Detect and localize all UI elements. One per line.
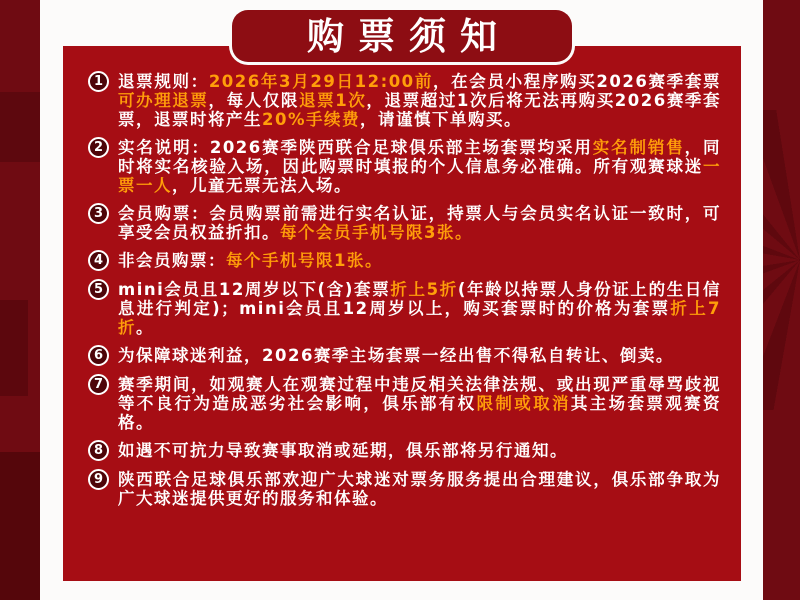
regular-text: 为保障球迷利益，2026赛季主场套票一经出售不得私自转让、倒卖。 [118,346,674,365]
regular-text: ，同时将实名核验入场，因此购票时填报的个人信息务必准确。所有观赛球迷 [118,138,721,176]
regular-text: 实名说明：2026赛季陕西联合足球俱乐部主场套票均采用 [118,138,593,157]
item-number-badge: 7 [88,374,109,395]
highlighted-text: 折上7折 [118,299,721,337]
notice-item [88,470,721,508]
regular-text: 会员购票：会员购票前需进行实名认证，持票人与会员实名认证一致时，可享受会员权益折扣。 [118,204,721,242]
item-text [118,441,568,460]
page-title: 购票须知 [307,14,511,58]
item-number-badge: 8 [88,440,109,461]
item-number-badge: 9 [88,469,109,490]
highlighted-text: 限制或取消 [476,394,571,413]
notice-item [88,251,721,271]
notice-item [88,138,721,195]
item-text [118,470,721,508]
regular-text: 。 [136,318,154,337]
regular-text: ，请谨慎下单购买。 [360,110,522,129]
regular-text: ，在会员小程序购买2026赛季套票 [432,72,721,91]
item-text [118,72,721,129]
notice-item [88,72,721,129]
left-band-dark-patch [0,300,28,396]
highlighted-text: 退票1次 [299,91,367,110]
item-text [118,280,721,337]
regular-text: 如遇不可抗力导致赛事取消或延期，俱乐部将另行通知。 [118,441,568,460]
starburst-decoration [763,110,800,410]
regular-text: 赛季期间，如观赛人在观赛过程中违反相关法律法规、或出现严重辱骂歧视等不良行为造成恶劣社会影响，俱乐部有权 [118,375,721,413]
notice-item [88,280,721,337]
regular-text: ，每人仅限 [208,91,300,110]
item-number-badge: 3 [88,203,109,224]
notice-list [63,46,741,581]
highlighted-text: 实名制销售 [592,138,685,157]
notice-item [88,346,721,366]
regular-text: 退票规则： [118,72,209,91]
item-number-badge: 2 [88,137,109,158]
item-text [118,138,721,195]
highlighted-text: 20%手续费 [262,110,360,129]
regular-text: ，儿童无票无法入场。 [172,176,352,195]
item-text [118,251,383,270]
right-background-band [763,0,800,600]
item-number-badge: 5 [88,279,109,300]
notice-item [88,204,721,242]
left-background-band [0,0,40,600]
highlighted-text: 折上5折 [390,280,458,299]
item-text [118,346,674,365]
regular-text: (年龄以持票人身份证上的生日信息进行判定)；mini会员且12周岁以上，购买套票时的价格为套票 [118,280,722,318]
highlighted-text: 一票一人 [118,157,721,195]
item-number-badge: 6 [88,345,109,366]
notice-panel [63,14,741,581]
left-band-dark-patch [0,92,40,162]
item-text [118,204,721,242]
highlighted-text: 每个会员手机号限3张。 [280,223,473,242]
regular-text: 其主场套票观赛资格。 [118,394,722,432]
notice-item [88,441,721,461]
left-band-dark-patch [0,452,40,600]
notice-item [88,375,721,432]
regular-text: mini会员且12周岁以下(含)套票 [118,280,391,299]
highlighted-text: 可办理退票 [118,91,209,110]
regular-text: 非会员购票： [118,251,226,270]
regular-text: 陕西联合足球俱乐部欢迎广大球迷对票务服务提出合理建议，俱乐部争取为广大球迷提供更好的服务和体验。 [118,470,721,508]
item-text [118,375,721,432]
highlighted-text: 2026年3月29日12:00前 [208,72,433,91]
regular-text: ，退票超过1次后将无法再购买2026赛季套票，退票时将产生 [118,91,722,129]
highlighted-text: 每个手机号限1张。 [226,251,383,270]
item-number-badge: 4 [88,250,109,271]
item-number-badge: 1 [88,71,109,92]
